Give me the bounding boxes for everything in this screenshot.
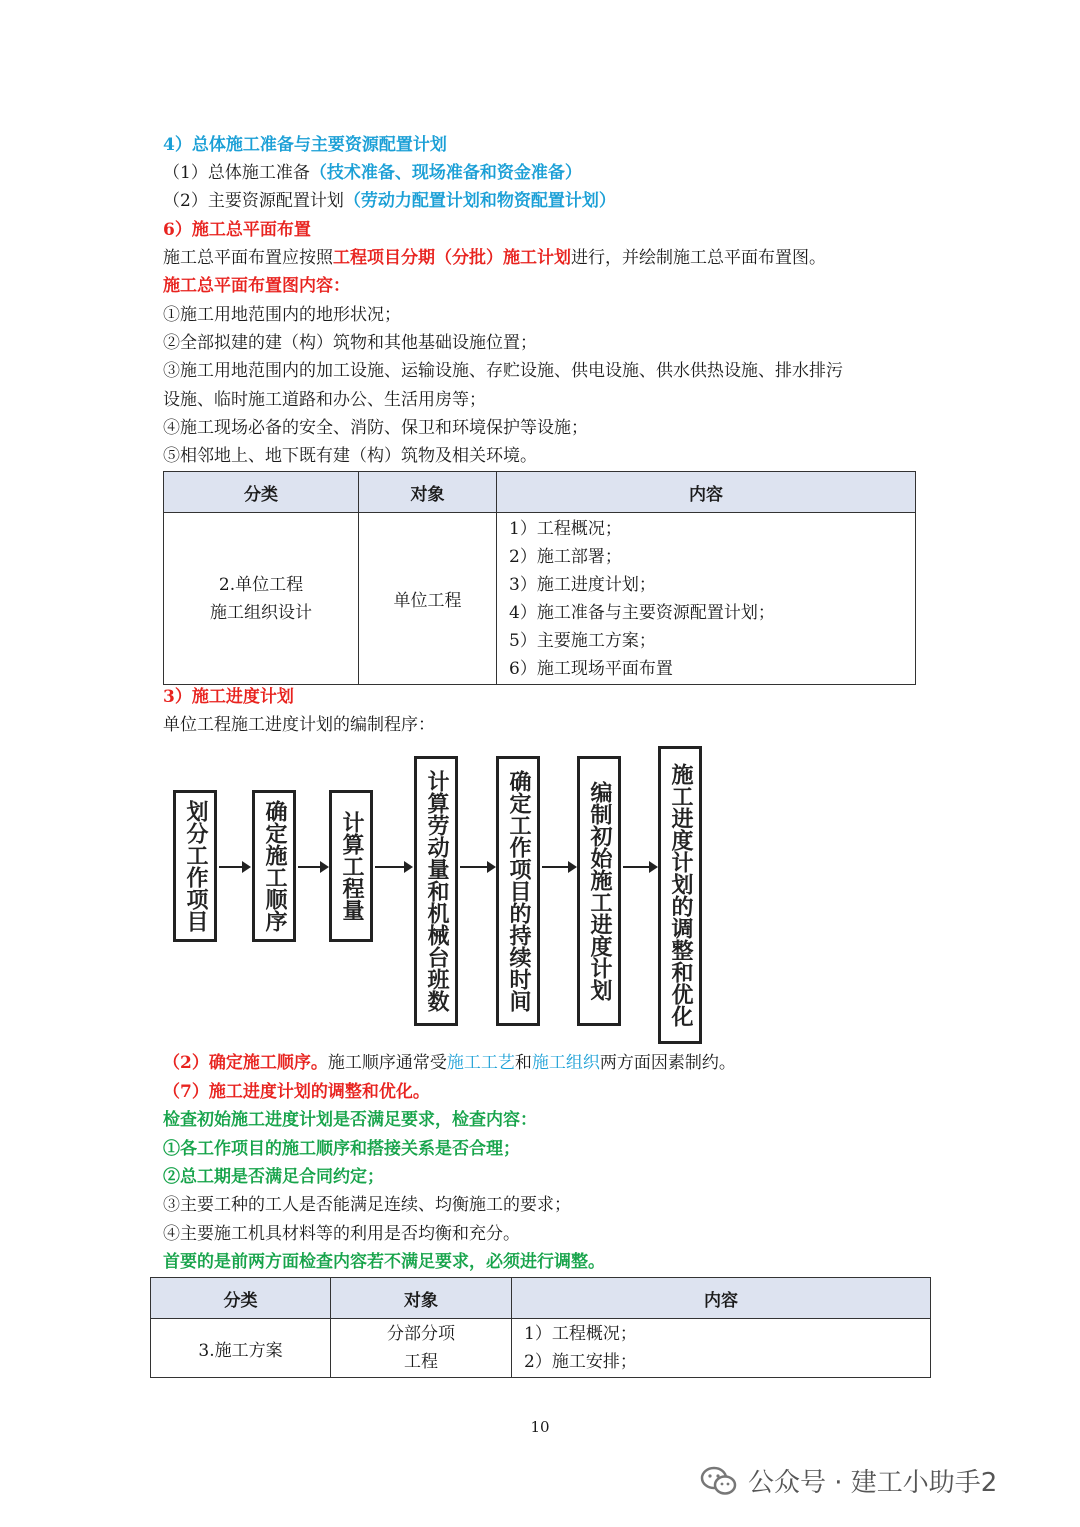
content-item: 1）工程概况；	[524, 1324, 637, 1344]
section3-intro: 单位工程施工进度计划的编制程序：	[163, 715, 435, 735]
watermark-text: 公众号 · 建工小助手2	[748, 1468, 998, 1498]
section4-item2	[163, 190, 616, 212]
flow-step-2	[252, 790, 296, 942]
col-header-category: 分类	[164, 472, 359, 513]
layout-item: ①施工用地范围内的地形状况；	[163, 305, 401, 325]
unit-project-table	[163, 471, 916, 685]
layout-item: ②全部拟建的建（构）筑物和其他基础设施位置；	[163, 333, 537, 353]
note-2-craft: 施工工艺	[446, 1053, 515, 1073]
note-2-tail: 两方面因素制约。	[599, 1053, 736, 1073]
col-header-content: 内容	[512, 1278, 931, 1319]
flow-arrow	[375, 866, 411, 868]
check-item-4: ④主要施工机具材料等的利用是否均衡和充分。	[163, 1224, 520, 1244]
section4-title: 4）总体施工准备与主要资源配置计划	[163, 135, 447, 155]
layout-item: ④施工现场必备的安全、消防、保卫和环境保护等设施；	[163, 418, 588, 438]
section4-item1	[163, 162, 582, 184]
item1-prefix: （1）总体施工准备	[163, 163, 310, 183]
item1-detail: （技术准备、现场准备和资金准备）	[309, 163, 582, 183]
content-cell	[497, 513, 916, 685]
flow-step-label: 编制初始施工进度计划	[587, 781, 612, 1001]
flow-step-4	[414, 756, 458, 1026]
intro-b: 工程项目分期（分批）施工计划	[333, 248, 571, 268]
col-header-object: 对象	[359, 472, 497, 513]
item2-prefix: （2）主要资源配置计划	[163, 191, 344, 211]
schedule-flowchart	[163, 742, 733, 1042]
object-cell	[331, 1319, 512, 1378]
note-2	[163, 1052, 736, 1074]
flow-step-label: 确定施工顺序	[262, 800, 287, 932]
object-line1: 分部分项	[387, 1324, 455, 1344]
flow-step-5	[496, 756, 540, 1026]
category-line2: 施工组织设计	[210, 602, 312, 623]
flow-step-label: 计算劳动量和机械台班数	[424, 770, 449, 1012]
check-item-2: ②总工期是否满足合同约定；	[163, 1167, 384, 1187]
flow-arrow	[219, 866, 249, 868]
note-2-text: 施工顺序通常受	[327, 1053, 447, 1073]
flow-step-label: 确定工作项目的持续时间	[506, 770, 531, 1012]
object-line2: 工程	[404, 1352, 438, 1372]
intro-c: 进行，并绘制施工总平面布置图。	[571, 248, 826, 268]
layout-item: ③施工用地范围内的加工设施、运输设施、存贮设施、供电设施、供水供热设施、排水排污	[163, 361, 843, 381]
layout-item: ⑤相邻地上、地下既有建（构）筑物及相关环境。	[163, 446, 537, 466]
section3-title: 3）施工进度计划	[163, 687, 294, 707]
check-title: 检查初始施工进度计划是否满足要求，检查内容：	[163, 1110, 537, 1130]
note-2-title: （2）确定施工顺序。	[163, 1053, 328, 1073]
content-item: 1）工程概况；	[509, 518, 622, 539]
construction-plan-table	[150, 1277, 931, 1378]
intro-a: 施工总平面布置应按照	[163, 248, 333, 268]
flow-step-label: 计算工程量	[339, 811, 364, 921]
layout-content-title: 施工总平面布置图内容：	[163, 276, 350, 296]
note-2-org: 施工组织	[531, 1053, 600, 1073]
check-item-3: ③主要工种的工人是否能满足连续、均衡施工的要求；	[163, 1195, 571, 1215]
category-line1: 2.单位工程	[218, 574, 304, 595]
col-header-content: 内容	[497, 472, 916, 513]
flow-step-6	[577, 756, 621, 1026]
flow-arrow	[298, 866, 327, 868]
item2-detail: （劳动力配置计划和物资配置计划）	[343, 191, 616, 211]
flow-arrow	[542, 866, 575, 868]
content-item: 5）主要施工方案；	[509, 630, 656, 651]
section6-title: 6）施工总平面布置	[163, 220, 311, 240]
page-number: 10	[530, 1418, 550, 1436]
layout-item: 设施、临时施工道路和办公、生活用房等；	[163, 390, 486, 410]
content-item: 6）施工现场平面布置	[509, 658, 673, 679]
wechat-icon	[700, 1466, 738, 1496]
check-item-1: ①各工作项目的施工顺序和搭接关系是否合理；	[163, 1139, 520, 1159]
col-header-category: 分类	[151, 1278, 331, 1319]
content-item: 2）施工安排；	[524, 1352, 637, 1372]
wechat-watermark	[700, 1462, 997, 1499]
note-7: （7）施工进度计划的调整和优化。	[163, 1082, 430, 1102]
flow-step-7	[658, 746, 702, 1044]
object-cell: 单位工程	[359, 513, 497, 685]
note-2-and: 和	[514, 1053, 532, 1073]
flow-step-1	[173, 790, 217, 942]
flow-step-label: 划分工作项目	[183, 800, 208, 932]
flow-arrow	[623, 866, 656, 868]
section6-intro	[163, 247, 826, 269]
flow-step-label: 施工进度计划的调整和优化	[668, 763, 693, 1027]
category-cell	[164, 513, 359, 685]
conclusion: 首要的是前两方面检查内容若不满足要求，必须进行调整。	[163, 1252, 605, 1272]
flow-step-3	[329, 790, 373, 942]
content-item: 4）施工准备与主要资源配置计划；	[509, 602, 775, 623]
content-item: 2）施工部署；	[509, 546, 622, 567]
content-item: 3）施工进度计划；	[509, 574, 656, 595]
content-cell	[512, 1319, 931, 1378]
flow-arrow	[460, 866, 494, 868]
col-header-object: 对象	[331, 1278, 512, 1319]
category-cell: 3.施工方案	[151, 1319, 331, 1378]
